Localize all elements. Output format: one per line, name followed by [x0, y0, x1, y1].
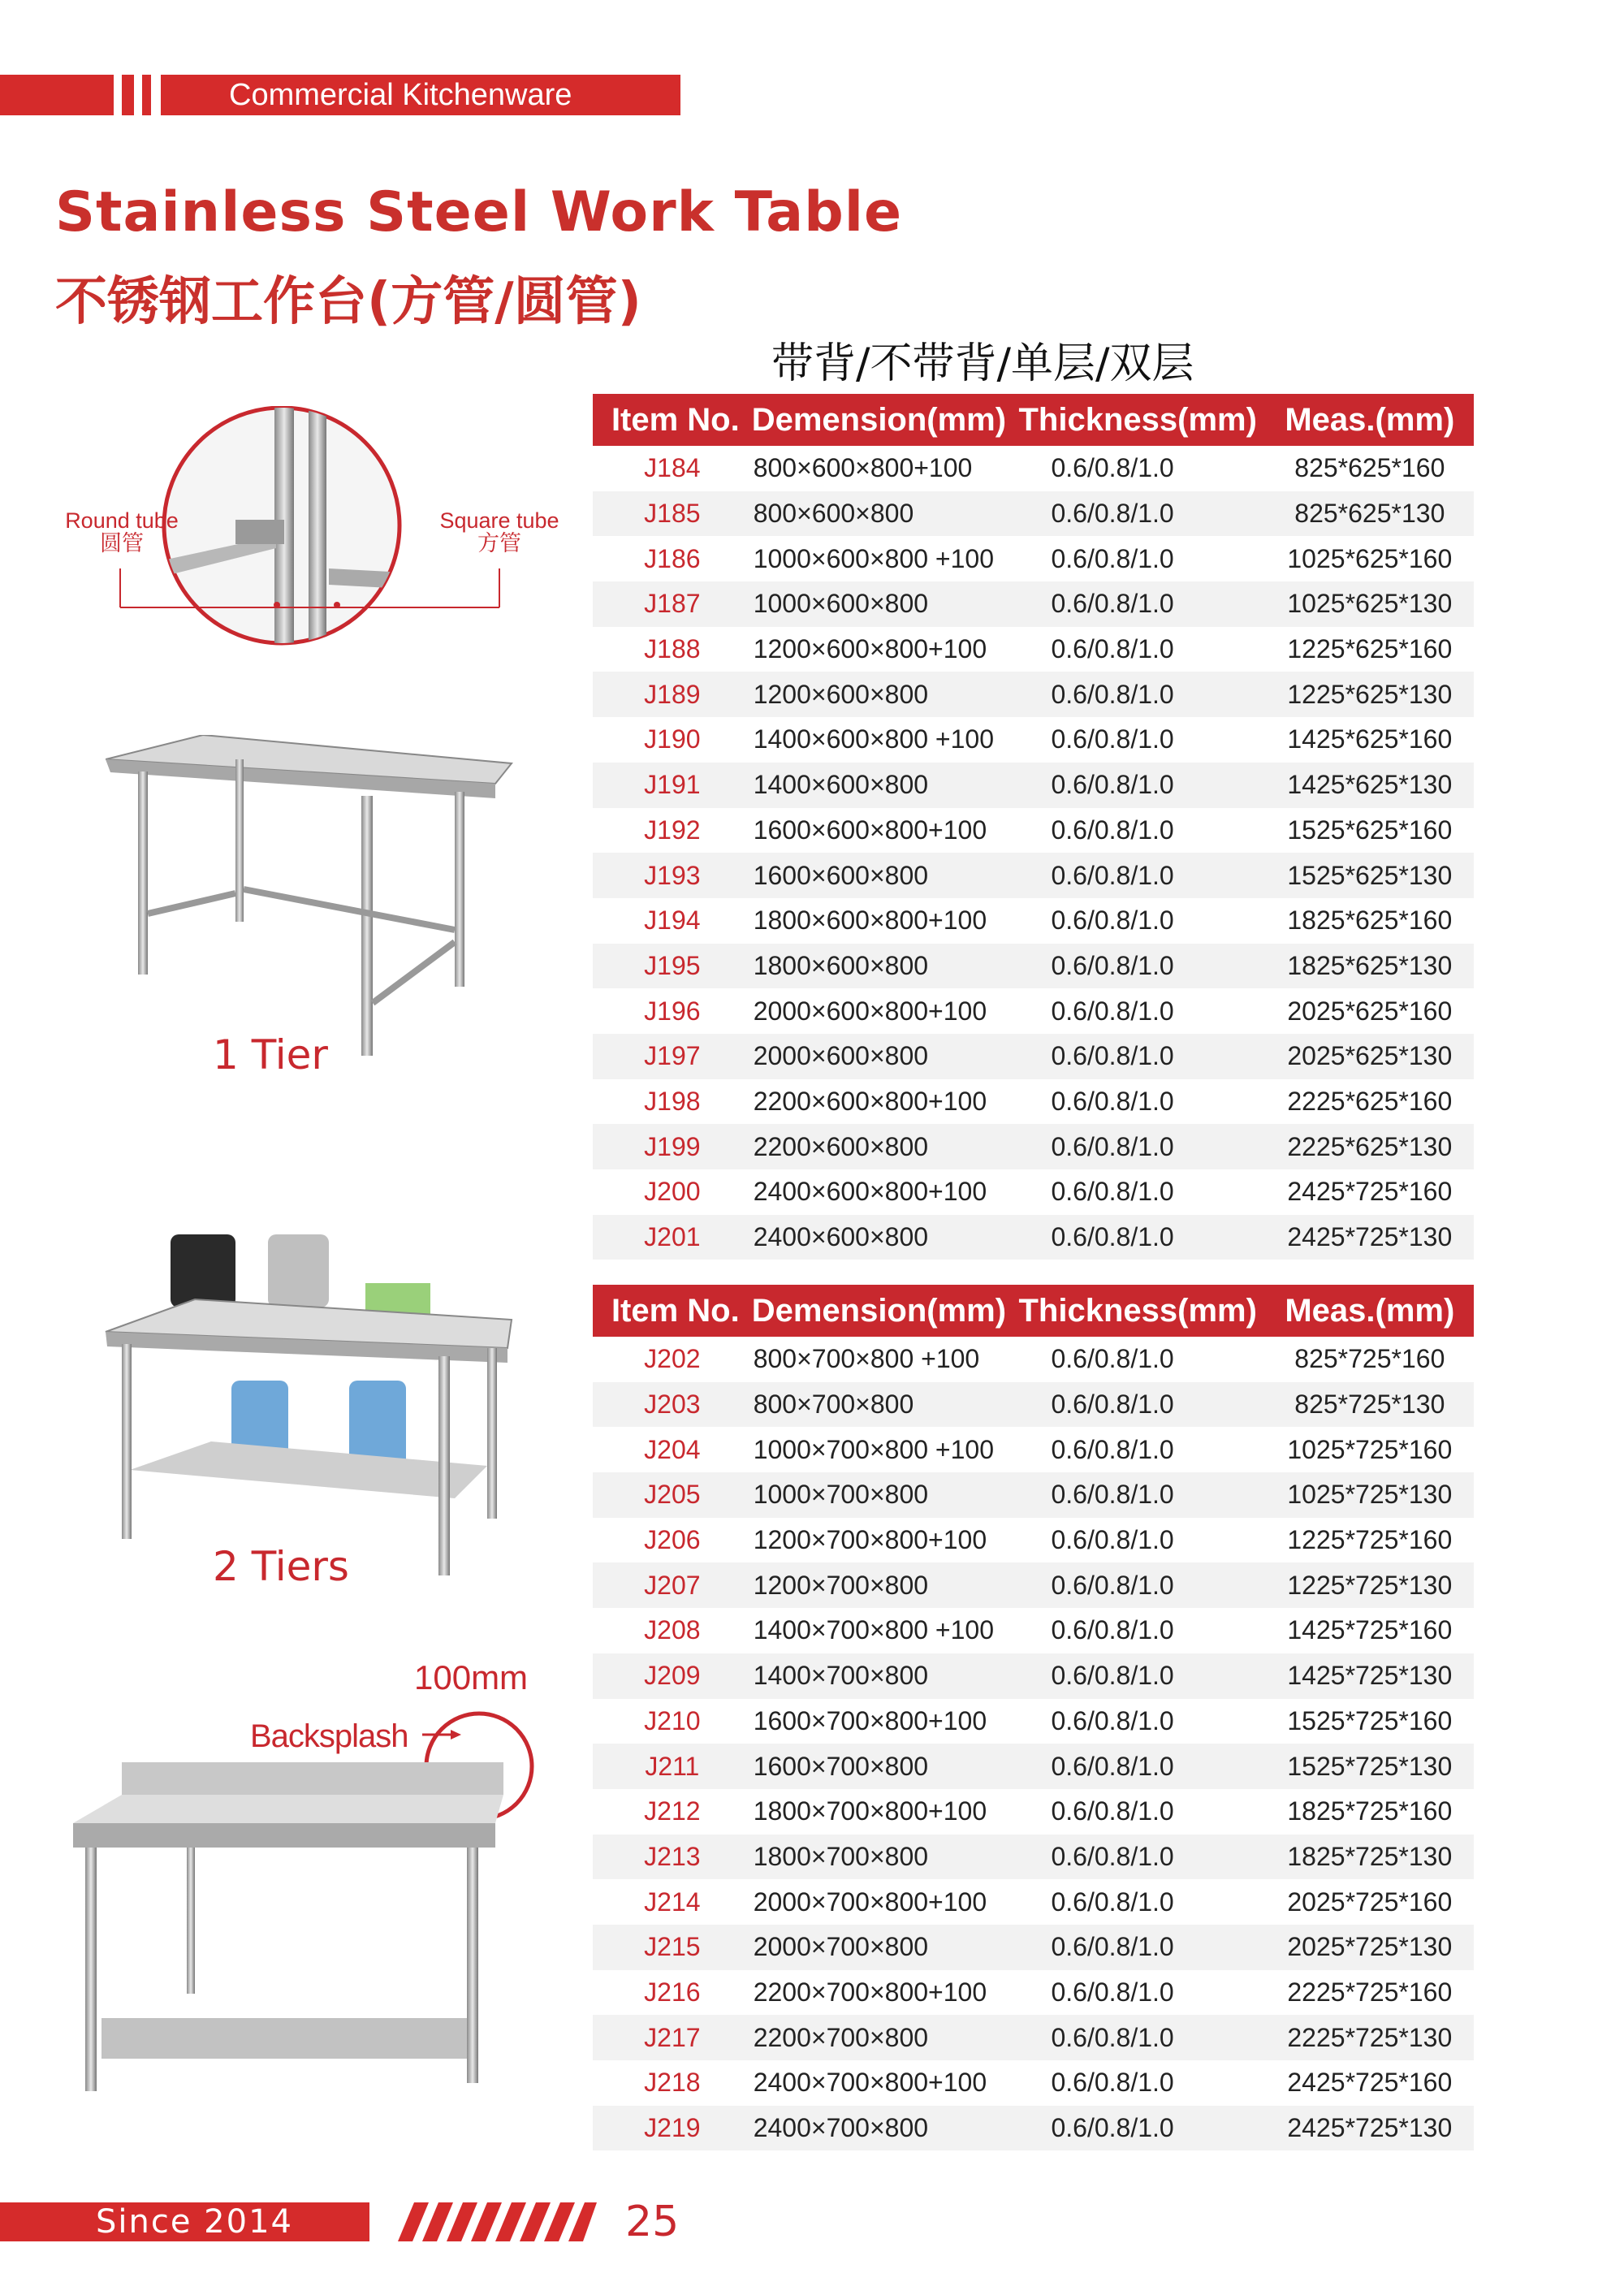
page-title-cn: 不锈钢工作台(方管/圆管) — [55, 272, 641, 332]
col-dimension: Demension(mm) — [752, 1285, 1019, 1337]
col-thickness: Thickness(mm) — [1018, 394, 1265, 446]
table-row — [593, 853, 1474, 898]
dimension-cell: 1000×600×800 +100 — [752, 536, 1019, 581]
dimension-cell: 1000×700×800 +100 — [752, 1427, 1019, 1472]
item-no-cell: J212 — [593, 1789, 752, 1835]
thickness-cell: 0.6/0.8/1.0 — [1018, 672, 1265, 717]
table-row — [593, 1169, 1474, 1215]
table-row — [593, 581, 1474, 627]
dimension-cell: 2000×600×800+100 — [752, 988, 1019, 1034]
round-tube-label: Round tube 圆管 — [65, 508, 179, 555]
meas-cell: 825*725*130 — [1266, 1382, 1474, 1428]
meas-cell: 1025*625*130 — [1266, 581, 1474, 627]
col-thickness: Thickness(mm) — [1018, 1285, 1265, 1337]
backsplash-label: Backsplash — [250, 1718, 408, 1754]
dimension-cell: 1000×700×800 — [752, 1472, 1019, 1518]
item-no-cell: J186 — [593, 536, 752, 581]
col-meas: Meas.(mm) — [1266, 394, 1474, 446]
col-item-no: Item No. — [593, 1285, 752, 1337]
item-no-cell: J211 — [593, 1744, 752, 1789]
meas-cell: 825*725*160 — [1266, 1337, 1474, 1382]
item-no-cell: J216 — [593, 1970, 752, 2016]
thickness-cell: 0.6/0.8/1.0 — [1018, 2106, 1265, 2151]
thickness-cell: 0.6/0.8/1.0 — [1018, 491, 1265, 537]
meas-cell: 1825*625*160 — [1266, 898, 1474, 944]
thickness-cell: 0.6/0.8/1.0 — [1018, 1215, 1265, 1260]
page-title: Stainless Steel Work Table — [55, 180, 903, 244]
meas-cell: 1825*725*160 — [1266, 1789, 1474, 1835]
dimension-cell: 800×600×800 — [752, 491, 1019, 537]
thickness-cell: 0.6/0.8/1.0 — [1018, 988, 1265, 1034]
table-row — [593, 1562, 1474, 1608]
item-no-cell: J196 — [593, 988, 752, 1034]
item-no-cell: J193 — [593, 853, 752, 898]
meas-cell: 2425*725*130 — [1266, 1215, 1474, 1260]
meas-cell: 2225*725*160 — [1266, 1970, 1474, 2016]
dimension-cell: 2200×600×800 — [752, 1124, 1019, 1169]
since-label: Since 2014 — [96, 2203, 293, 2241]
item-no-cell: J218 — [593, 2060, 752, 2106]
item-no-cell: J199 — [593, 1124, 752, 1169]
meas-cell: 2225*725*130 — [1266, 2015, 1474, 2060]
item-no-cell: J191 — [593, 763, 752, 808]
thickness-cell: 0.6/0.8/1.0 — [1018, 1744, 1265, 1789]
table-row — [593, 717, 1474, 763]
table-row — [593, 1879, 1474, 1925]
two-tier-table-image — [97, 1218, 520, 1592]
thickness-cell: 0.6/0.8/1.0 — [1018, 1699, 1265, 1744]
spec-table-1 — [593, 394, 1474, 1260]
backsplash-height-label: 100mm — [414, 1658, 529, 1696]
dimension-cell: 1000×600×800 — [752, 581, 1019, 627]
thickness-cell: 0.6/0.8/1.0 — [1018, 1124, 1265, 1169]
item-no-cell: J204 — [593, 1427, 752, 1472]
thickness-cell: 0.6/0.8/1.0 — [1018, 2015, 1265, 2060]
item-no-cell: J200 — [593, 1169, 752, 1215]
item-no-cell: J195 — [593, 944, 752, 989]
table-row — [593, 446, 1474, 491]
meas-cell: 1425*625*160 — [1266, 717, 1474, 763]
table-row — [593, 1337, 1474, 1382]
dimension-cell: 1400×700×800 +100 — [752, 1608, 1019, 1653]
item-no-cell: J194 — [593, 898, 752, 944]
meas-cell: 2425*725*160 — [1266, 1169, 1474, 1215]
item-no-cell: J213 — [593, 1835, 752, 1880]
thickness-cell: 0.6/0.8/1.0 — [1018, 1653, 1265, 1699]
table-row — [593, 1382, 1474, 1428]
item-no-cell: J184 — [593, 446, 752, 491]
dimension-cell: 1800×700×800+100 — [752, 1789, 1019, 1835]
dimension-cell: 1600×600×800 — [752, 853, 1019, 898]
thickness-cell: 0.6/0.8/1.0 — [1018, 717, 1265, 763]
dimension-cell: 1800×700×800 — [752, 1835, 1019, 1880]
item-no-cell: J187 — [593, 581, 752, 627]
backsplash-table-image — [65, 1697, 544, 2111]
item-no-cell: J185 — [593, 491, 752, 537]
meas-cell: 1025*625*160 — [1266, 536, 1474, 581]
thickness-cell: 0.6/0.8/1.0 — [1018, 1337, 1265, 1382]
meas-cell: 1225*725*130 — [1266, 1562, 1474, 1608]
dimension-cell: 1200×600×800 — [752, 672, 1019, 717]
meas-cell: 1225*725*160 — [1266, 1518, 1474, 1563]
item-no-cell: J208 — [593, 1608, 752, 1653]
dimension-cell: 1800×600×800+100 — [752, 898, 1019, 944]
dimension-cell: 800×600×800+100 — [752, 446, 1019, 491]
footer-stripes — [390, 2202, 601, 2241]
table-row — [593, 536, 1474, 581]
header-divider — [151, 75, 161, 115]
two-tiers-label: 2 Tiers — [213, 1543, 349, 1590]
meas-cell: 1525*725*160 — [1266, 1699, 1474, 1744]
item-no-cell: J189 — [593, 672, 752, 717]
table-row — [593, 763, 1474, 808]
header-divider — [114, 75, 122, 115]
table-header-row — [593, 1285, 1474, 1337]
meas-cell: 2025*725*130 — [1266, 1925, 1474, 1970]
dimension-cell: 2400×700×800+100 — [752, 2060, 1019, 2106]
item-no-cell: J206 — [593, 1518, 752, 1563]
table-row — [593, 1744, 1474, 1789]
header-divider — [134, 75, 142, 115]
table-row — [593, 2015, 1474, 2060]
meas-cell: 1525*625*130 — [1266, 853, 1474, 898]
meas-cell: 2025*725*160 — [1266, 1879, 1474, 1925]
dimension-cell: 800×700×800 — [752, 1382, 1019, 1428]
meas-cell: 1025*725*130 — [1266, 1472, 1474, 1518]
meas-cell: 825*625*160 — [1266, 446, 1474, 491]
table-row — [593, 1925, 1474, 1970]
square-tube-label: Square tube 方管 — [439, 508, 559, 555]
dimension-cell: 800×700×800 +100 — [752, 1337, 1019, 1382]
meas-cell: 2425*725*160 — [1266, 2060, 1474, 2106]
dimension-cell: 2000×600×800 — [752, 1034, 1019, 1079]
thickness-cell: 0.6/0.8/1.0 — [1018, 1472, 1265, 1518]
dimension-cell: 1600×700×800+100 — [752, 1699, 1019, 1744]
meas-cell: 2225*625*160 — [1266, 1079, 1474, 1125]
table-row — [593, 1608, 1474, 1653]
thickness-cell: 0.6/0.8/1.0 — [1018, 2060, 1265, 2106]
meas-cell: 1525*625*160 — [1266, 808, 1474, 854]
item-no-cell: J203 — [593, 1382, 752, 1428]
item-no-cell: J205 — [593, 1472, 752, 1518]
table-row — [593, 988, 1474, 1034]
thickness-cell: 0.6/0.8/1.0 — [1018, 763, 1265, 808]
thickness-cell: 0.6/0.8/1.0 — [1018, 581, 1265, 627]
meas-cell: 825*625*130 — [1266, 491, 1474, 537]
table-row — [593, 672, 1474, 717]
col-meas: Meas.(mm) — [1266, 1285, 1474, 1337]
item-no-cell: J198 — [593, 1079, 752, 1125]
thickness-cell: 0.6/0.8/1.0 — [1018, 627, 1265, 672]
thickness-cell: 0.6/0.8/1.0 — [1018, 536, 1265, 581]
meas-cell: 1225*625*130 — [1266, 672, 1474, 717]
thickness-cell: 0.6/0.8/1.0 — [1018, 1835, 1265, 1880]
item-no-cell: J188 — [593, 627, 752, 672]
item-no-cell: J209 — [593, 1653, 752, 1699]
dimension-cell: 1800×600×800 — [752, 944, 1019, 989]
header-label: Commercial Kitchenware — [229, 78, 572, 112]
item-no-cell: J214 — [593, 1879, 752, 1925]
meas-cell: 1425*625*130 — [1266, 763, 1474, 808]
dimension-cell: 2000×700×800 — [752, 1925, 1019, 1970]
thickness-cell: 0.6/0.8/1.0 — [1018, 898, 1265, 944]
meas-cell: 2425*725*130 — [1266, 2106, 1474, 2151]
table-row — [593, 1124, 1474, 1169]
dimension-cell: 2000×700×800+100 — [752, 1879, 1019, 1925]
table-row — [593, 1835, 1474, 1880]
thickness-cell: 0.6/0.8/1.0 — [1018, 944, 1265, 989]
table-row — [593, 1079, 1474, 1125]
item-no-cell: J197 — [593, 1034, 752, 1079]
dimension-cell: 2400×700×800 — [752, 2106, 1019, 2151]
table-row — [593, 944, 1474, 989]
thickness-cell: 0.6/0.8/1.0 — [1018, 1879, 1265, 1925]
item-no-cell: J210 — [593, 1699, 752, 1744]
table-row — [593, 1518, 1474, 1563]
meas-cell: 2225*625*130 — [1266, 1124, 1474, 1169]
thickness-cell: 0.6/0.8/1.0 — [1018, 808, 1265, 854]
dimension-cell: 2400×600×800 — [752, 1215, 1019, 1260]
col-item-no: Item No. — [593, 394, 752, 446]
thickness-cell: 0.6/0.8/1.0 — [1018, 1562, 1265, 1608]
table-row — [593, 1789, 1474, 1835]
table-row — [593, 1653, 1474, 1699]
item-no-cell: J215 — [593, 1925, 752, 1970]
dimension-cell: 1400×600×800 — [752, 763, 1019, 808]
dimension-cell: 1600×700×800 — [752, 1744, 1019, 1789]
table-row — [593, 1034, 1474, 1079]
thickness-cell: 0.6/0.8/1.0 — [1018, 1034, 1265, 1079]
table-row — [593, 1215, 1474, 1260]
meas-cell: 2025*625*130 — [1266, 1034, 1474, 1079]
item-no-cell: J192 — [593, 808, 752, 854]
dimension-cell: 2200×700×800 — [752, 2015, 1019, 2060]
meas-cell: 1425*725*160 — [1266, 1608, 1474, 1653]
dimension-cell: 2200×600×800+100 — [752, 1079, 1019, 1125]
one-tier-label: 1 Tier — [213, 1031, 328, 1078]
meas-cell: 1825*625*130 — [1266, 944, 1474, 989]
spec-table-2 — [593, 1285, 1474, 2150]
thickness-cell: 0.6/0.8/1.0 — [1018, 1608, 1265, 1653]
table-row — [593, 2106, 1474, 2151]
dimension-cell: 1200×700×800+100 — [752, 1518, 1019, 1563]
dimension-cell: 1400×700×800 — [752, 1653, 1019, 1699]
table-row — [593, 898, 1474, 944]
thickness-cell: 0.6/0.8/1.0 — [1018, 1789, 1265, 1835]
item-no-cell: J207 — [593, 1562, 752, 1608]
meas-cell: 2025*625*160 — [1266, 988, 1474, 1034]
meas-cell: 1825*725*130 — [1266, 1835, 1474, 1880]
table-row — [593, 1472, 1474, 1518]
thickness-cell: 0.6/0.8/1.0 — [1018, 1169, 1265, 1215]
item-no-cell: J219 — [593, 2106, 752, 2151]
page-number: 25 — [625, 2198, 680, 2246]
thickness-cell: 0.6/0.8/1.0 — [1018, 1925, 1265, 1970]
table-row — [593, 2060, 1474, 2106]
meas-cell: 1025*725*160 — [1266, 1427, 1474, 1472]
dimension-cell: 2400×600×800+100 — [752, 1169, 1019, 1215]
item-no-cell: J190 — [593, 717, 752, 763]
product-variants: 带背/不带背/单层/双层 — [771, 339, 1194, 388]
table-row — [593, 1970, 1474, 2016]
col-dimension: Demension(mm) — [752, 394, 1019, 446]
item-no-cell: J217 — [593, 2015, 752, 2060]
item-no-cell: J202 — [593, 1337, 752, 1382]
table-row — [593, 808, 1474, 854]
dimension-cell: 2200×700×800+100 — [752, 1970, 1019, 2016]
thickness-cell: 0.6/0.8/1.0 — [1018, 1427, 1265, 1472]
thickness-cell: 0.6/0.8/1.0 — [1018, 1382, 1265, 1428]
thickness-cell: 0.6/0.8/1.0 — [1018, 1970, 1265, 2016]
dimension-cell: 1200×700×800 — [752, 1562, 1019, 1608]
dimension-cell: 1600×600×800+100 — [752, 808, 1019, 854]
meas-cell: 1225*625*160 — [1266, 627, 1474, 672]
table-row — [593, 627, 1474, 672]
item-no-cell: J201 — [593, 1215, 752, 1260]
thickness-cell: 0.6/0.8/1.0 — [1018, 853, 1265, 898]
dimension-cell: 1400×600×800 +100 — [752, 717, 1019, 763]
table-row — [593, 1699, 1474, 1744]
thickness-cell: 0.6/0.8/1.0 — [1018, 446, 1265, 491]
table-row — [593, 1427, 1474, 1472]
thickness-cell: 0.6/0.8/1.0 — [1018, 1518, 1265, 1563]
meas-cell: 1425*725*130 — [1266, 1653, 1474, 1699]
dimension-cell: 1200×600×800+100 — [752, 627, 1019, 672]
table-row — [593, 491, 1474, 537]
thickness-cell: 0.6/0.8/1.0 — [1018, 1079, 1265, 1125]
table-header-row — [593, 394, 1474, 446]
meas-cell: 1525*725*130 — [1266, 1744, 1474, 1789]
